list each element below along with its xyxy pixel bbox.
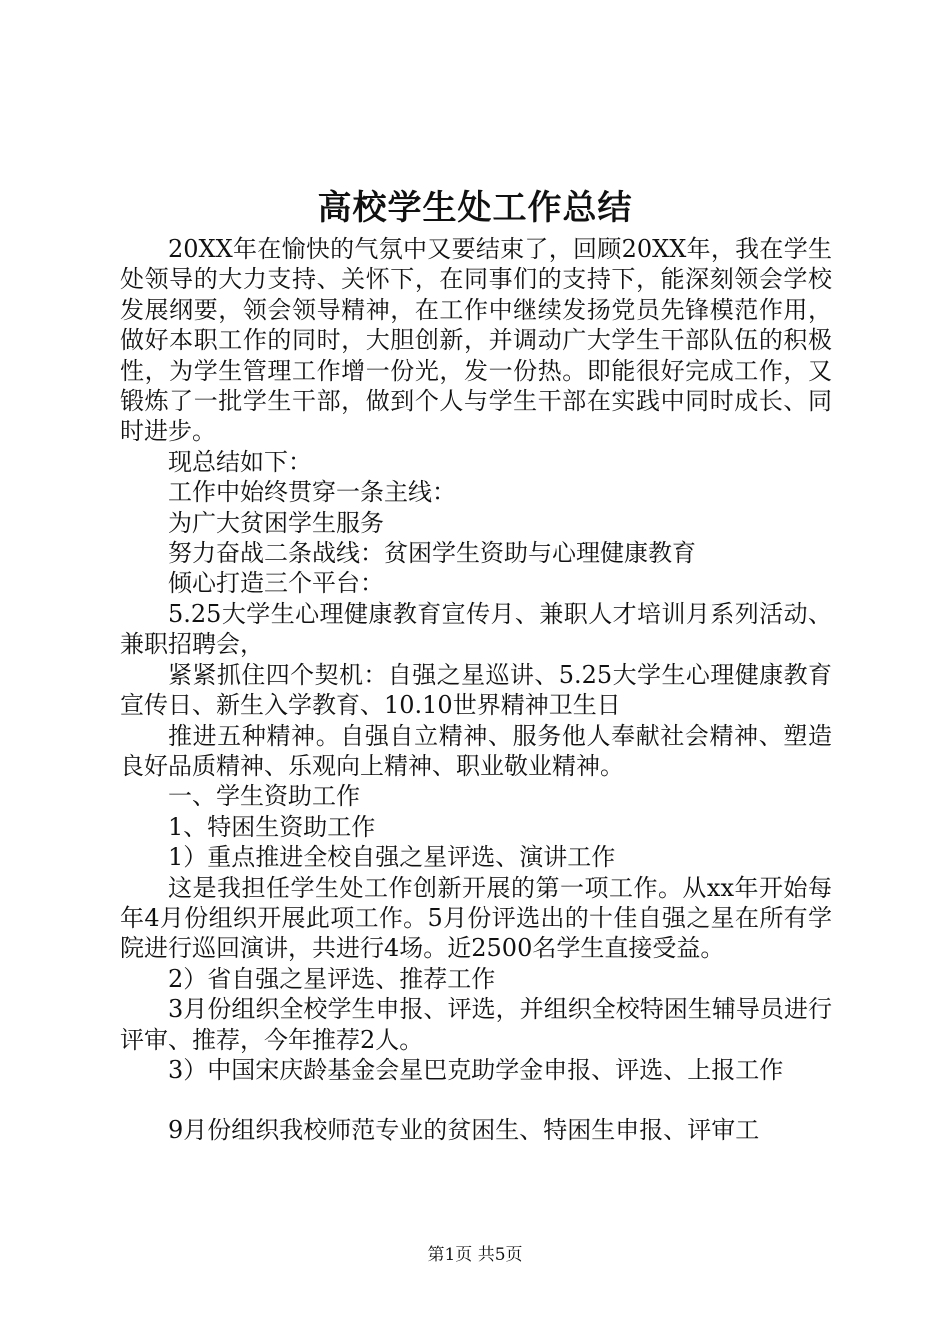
- paragraph: 努力奋战二条战线：贫困学生资助与心理健康教育: [168, 539, 696, 568]
- section-heading: 一、学生资助工作: [168, 782, 360, 811]
- paragraph: 工作中始终贯穿一条主线：: [168, 478, 456, 507]
- page-footer: 第1页 共5页: [427, 1245, 523, 1265]
- item-heading: 1）重点推进全校自强之星评选、演讲工作: [168, 843, 616, 872]
- paragraph: 20XX年在愉快的气氛中又要结束了，回顾20XX年，我在学生处领导的大力支持、关怀下，在同事们的支持下，能深刻领会学校发展纲要，领会领导精神，在工作中继续发扬党员先锋模范作用，做好本职工作的同时，大胆创新，并调动广大学生干部队伍的积极性，为学生管理工作增一份光，发一份热。即能很好完成工作，又锻炼了一批学生干部，做到个人与学生干部在实践中同时成长、同时进步。: [120, 235, 832, 446]
- paragraph: 5.25大学生心理健康教育宣传月、兼职人才培训月系列活动、兼职招聘会，: [120, 599, 832, 659]
- paragraph: 倾心打造三个平台：: [168, 569, 384, 598]
- item-heading: 3）中国宋庆龄基金会星巴克助学金申报、评选、上报工作: [168, 1055, 784, 1084]
- paragraph: 这是我担任学生处工作创新开展的第一项工作。从xx年开始每年4月份组织开展此项工作。5月份评选出的十佳自强之星在所有学院进行巡回演讲，共进行4场。近2500名学生直接受益。: [120, 873, 832, 963]
- paragraph: 9月份组织我校师范专业的贫困生、特困生申报、评审工: [168, 1116, 760, 1145]
- document-body: [120, 234, 832, 1146]
- paragraph: 推进五种精神。自强自立精神、服务他人奉献社会精神、塑造良好品质精神、乐观向上精神、职业敬业精神。: [120, 721, 832, 780]
- paragraph: 现总结如下：: [168, 447, 312, 476]
- subsection-heading: 1、特困生资助工作: [168, 812, 376, 841]
- item-heading: 2）省自强之星评选、推荐工作: [168, 964, 496, 993]
- paragraph: 3月份组织全校学生申报、评选，并组织全校特困生辅导员进行评审、推荐，今年推荐2人。: [120, 995, 832, 1054]
- paragraph: 紧紧抓住四个契机：自强之星巡讲、5.25大学生心理健康教育宣传日、新生入学教育、10.10世界精神卫生日: [120, 660, 832, 720]
- document-title: 高校学生处工作总结: [317, 188, 633, 228]
- paragraph: 为广大贫困学生服务: [168, 508, 384, 537]
